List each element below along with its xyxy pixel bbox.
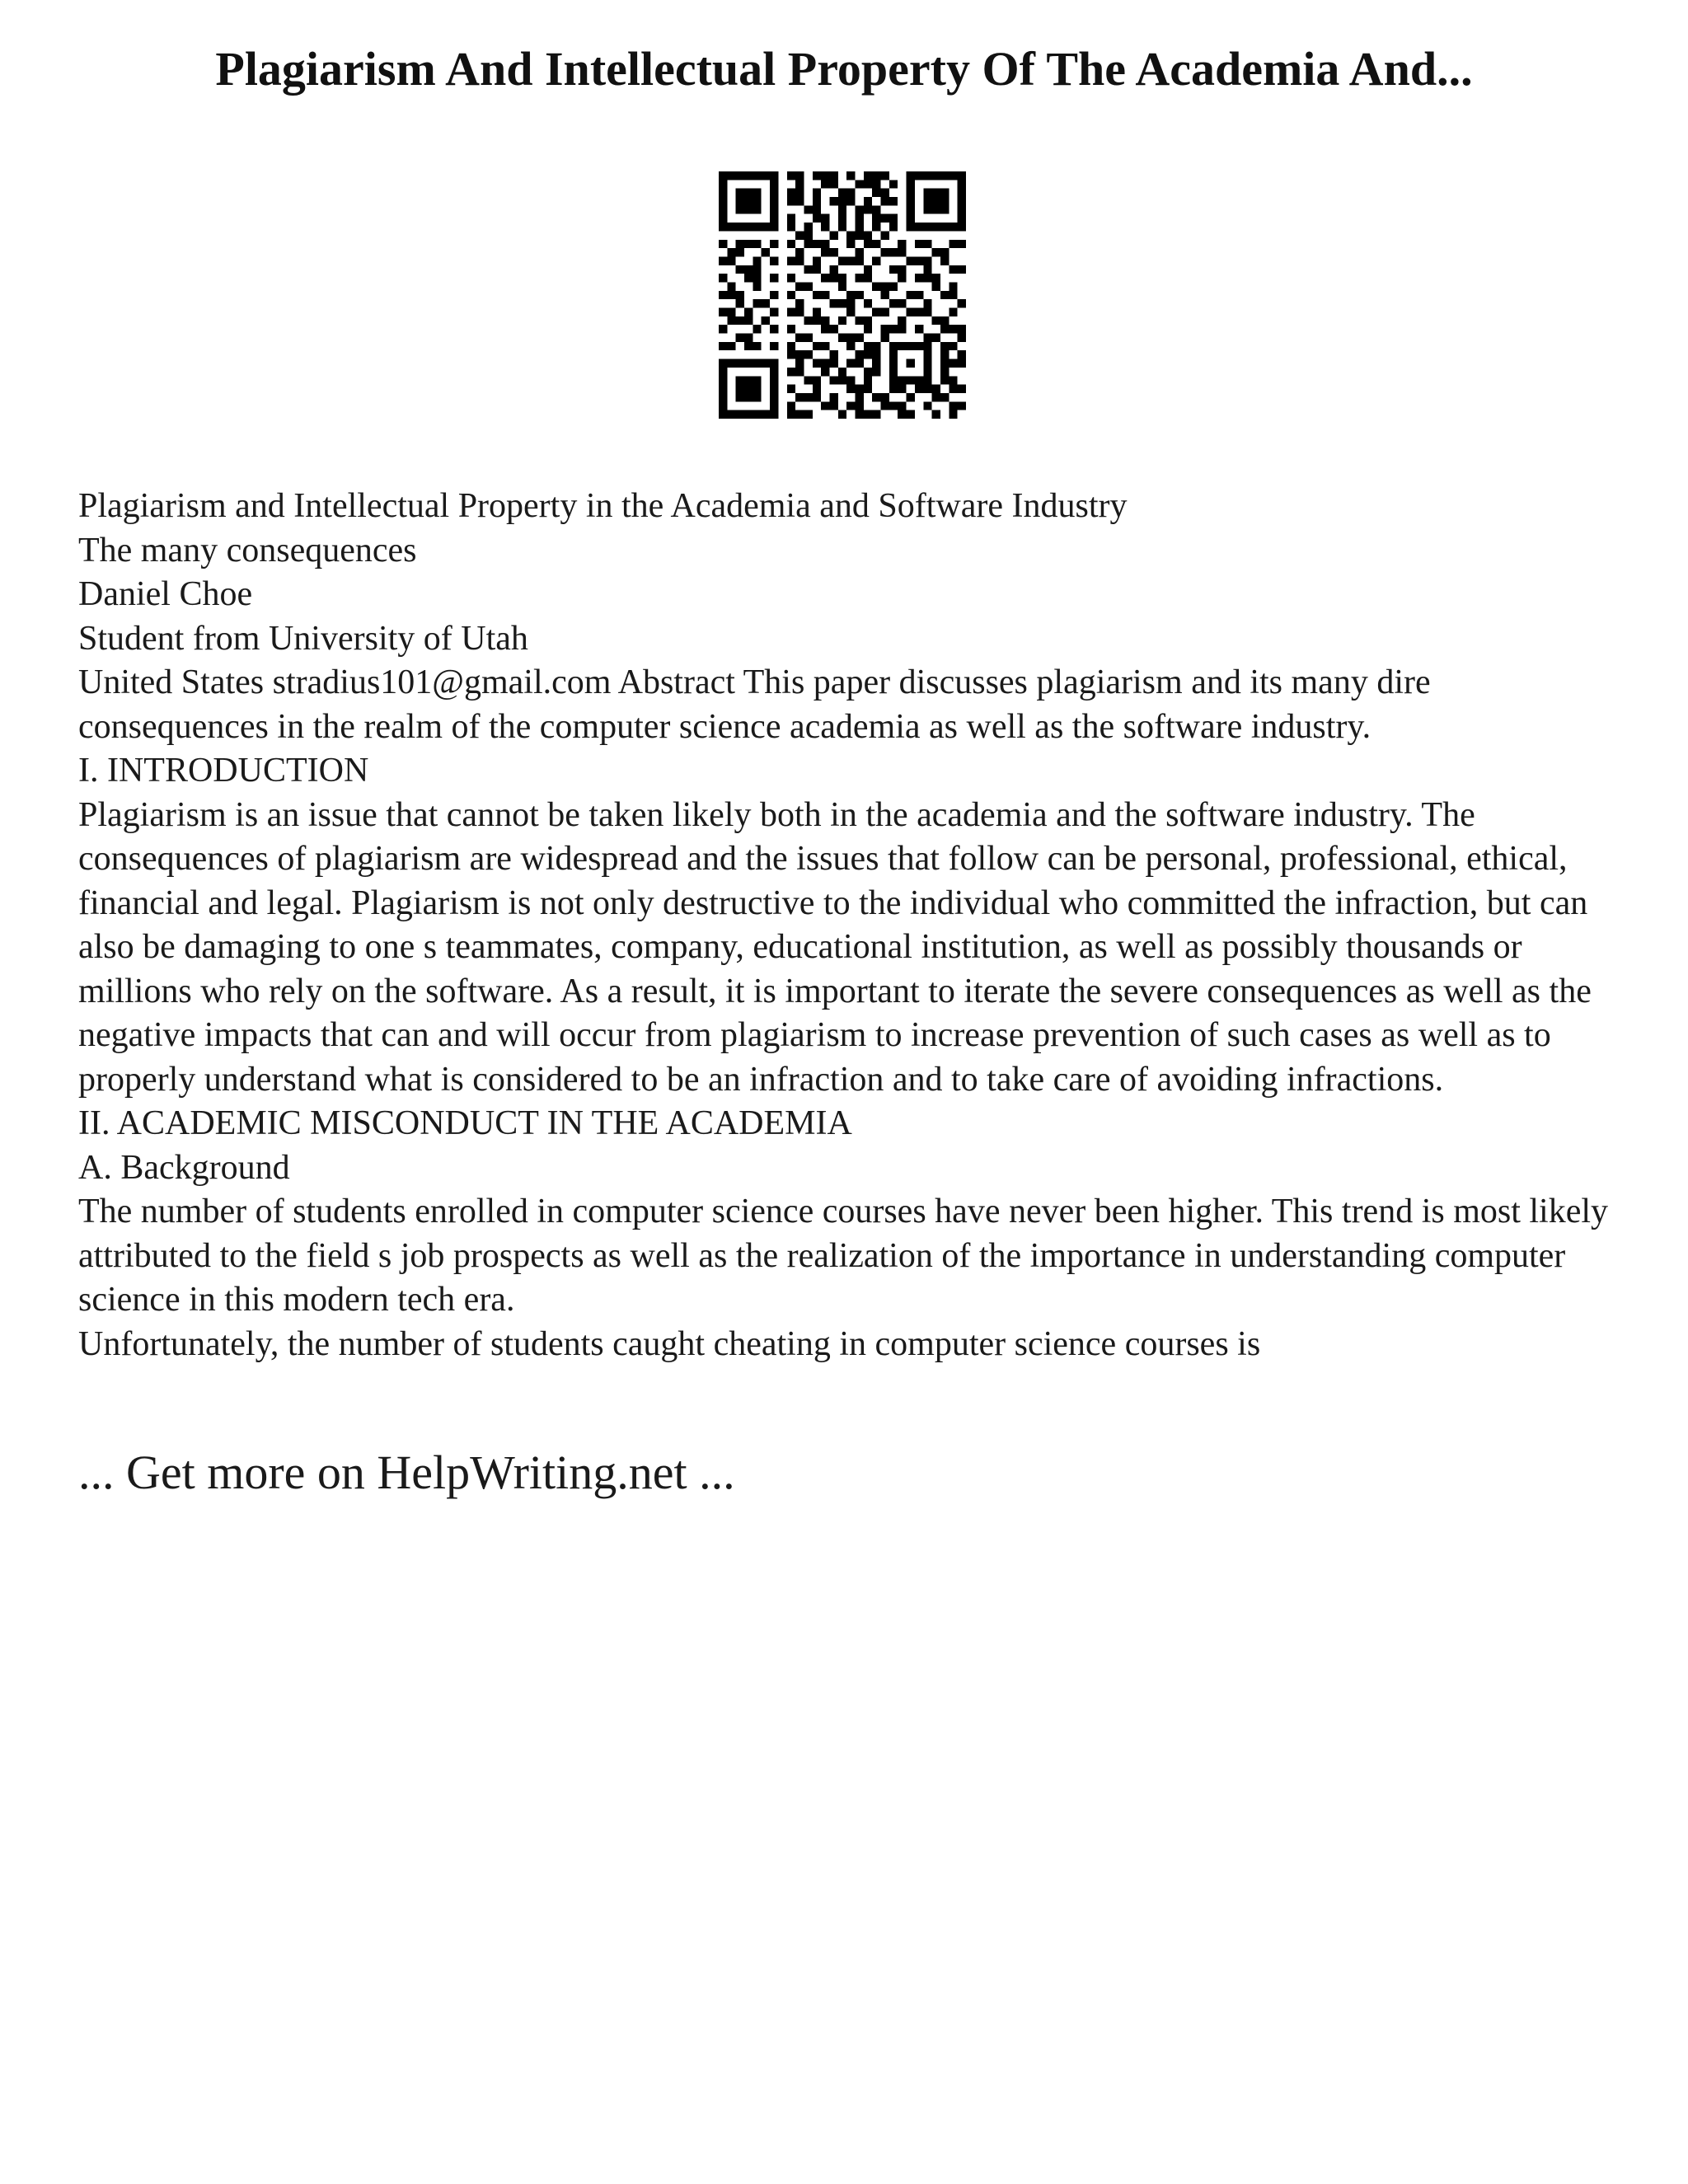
section-heading-academic-misconduct: II. ACADEMIC MISCONDUCT IN THE ACADEMIA	[78, 1104, 852, 1142]
qr-code-icon	[719, 171, 966, 419]
get-more-link[interactable]: ... Get more on HelpWriting.net ...	[78, 1446, 735, 1499]
author-name: Daniel Choe	[78, 575, 253, 613]
introduction-paragraph: Plagiarism is an issue that cannot be taken likely both in the academia and the software industry. The consequences of plagiarism are widespread and the issues that follow can be personal, professional, ethical, financial and legal. Plagiarism is not only destructive to the individual who committed the infraction, but can also be damaging to one s teammates, company, educational institution, as well as possibly thousands or millions who rely on the software. As a result, it is important to iterate the severe consequences as well as the negative impacts that can and will occur from plagiarism to increase prevention of such cases as well as to properly understand what is considered to be an infraction and to take care of avoiding infractions.	[78, 795, 1592, 1099]
document-body	[78, 485, 1628, 1366]
author-affiliation: Student from University of Utah	[78, 619, 528, 658]
paper-subtitle: The many consequences	[78, 531, 417, 569]
page-title: Plagiarism And Intellectual Property Of The Academia And...	[215, 42, 1473, 96]
truncated-paragraph: Unfortunately, the number of students caught cheating in computer science courses is	[78, 1324, 1261, 1363]
subsection-heading-background: A. Background	[78, 1148, 290, 1187]
background-paragraph: The number of students enrolled in computer science courses have never been higher. This trend is most likely attributed to the field s job prospects as well as the realization of the importance in understanding computer science in this modern tech era.	[78, 1193, 1609, 1319]
paper-title: Plagiarism and Intellectual Property in the Academia and Software Industry	[78, 487, 1128, 525]
section-heading-introduction: I. INTRODUCTION	[78, 752, 369, 790]
abstract-paragraph: United States stradius101@gmail.com Abstract This paper discusses plagiarism and its many dire consequences in the realm of the computer science academia as well as the software industry.	[78, 663, 1431, 746]
